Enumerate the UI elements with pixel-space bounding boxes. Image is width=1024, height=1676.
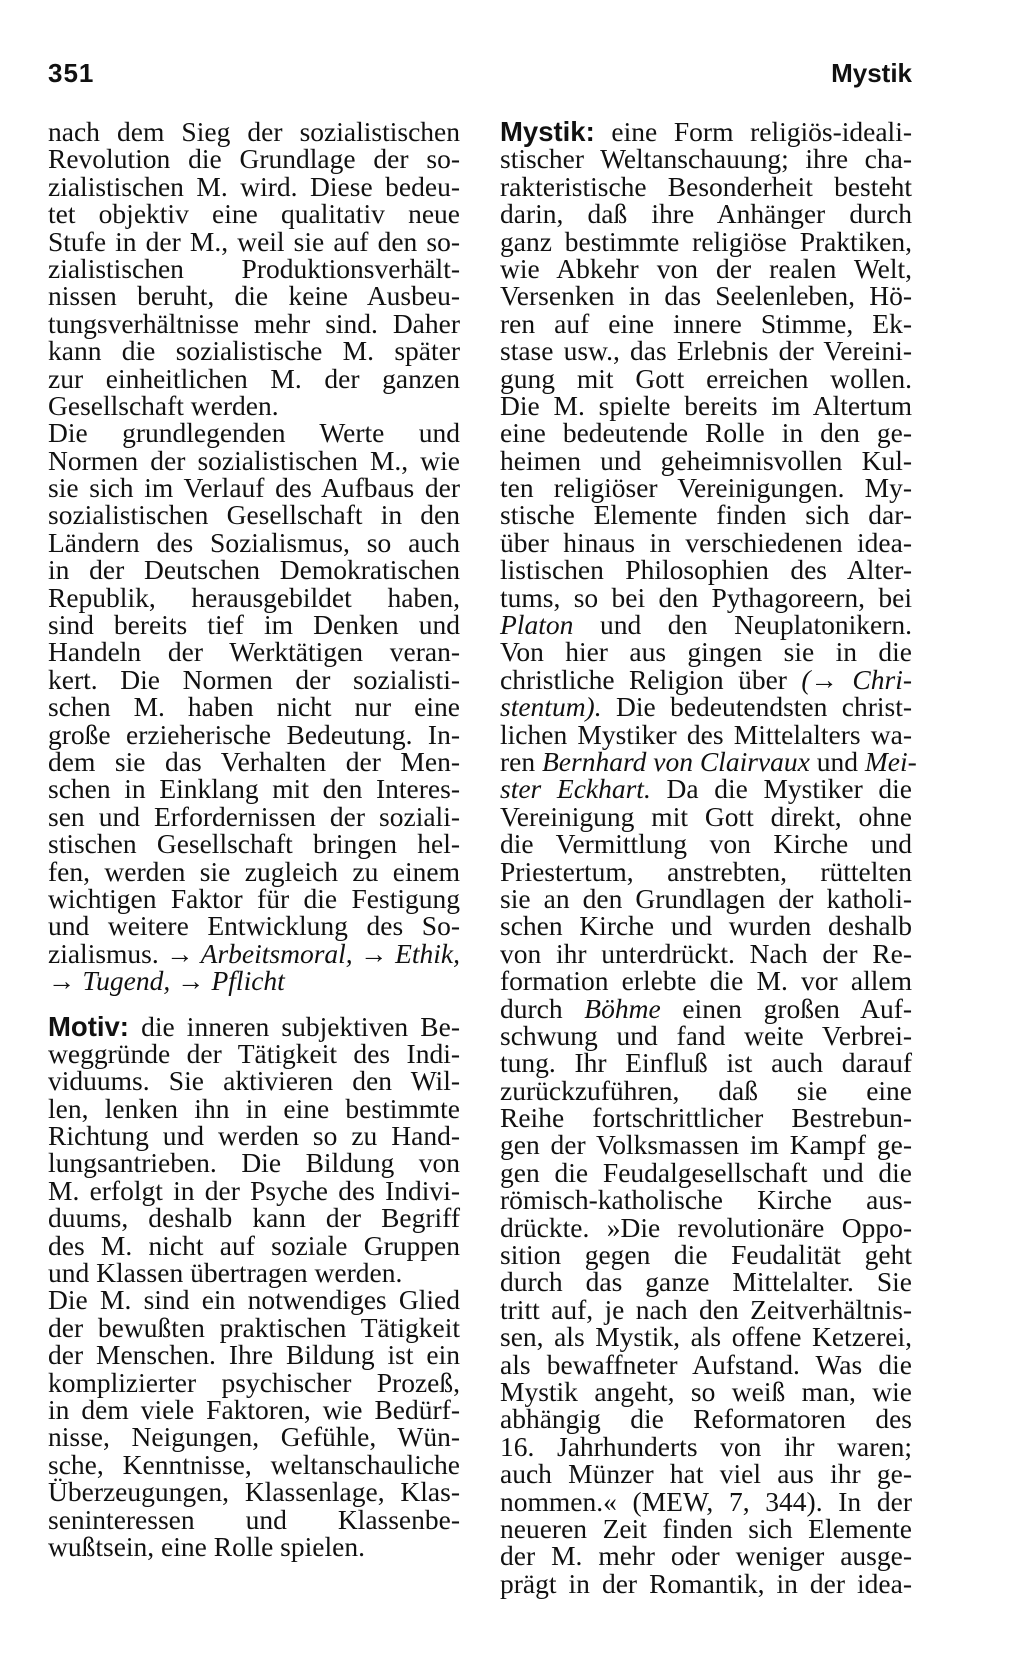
cross-reference-line bbox=[48, 965, 460, 997]
text-line: Versenken in das Seelenleben, Hö- bbox=[500, 280, 912, 312]
text-line: Gesellschaft werden. bbox=[48, 389, 279, 421]
text-line: seninteressen und Klassenbe- bbox=[48, 1503, 460, 1535]
text-line: dem sie das Verhalten der Men- bbox=[48, 745, 460, 777]
text-line: darin, daß ihre Anhänger durch bbox=[500, 198, 912, 230]
text-line: als bewaffneter Aufstand. Was die bbox=[500, 1348, 912, 1380]
text-line: gen die Feudalgesellschaft und die bbox=[500, 1156, 912, 1188]
text-fragment: durch bbox=[500, 992, 563, 1024]
text-line: sozialistischen Gesellschaft in den bbox=[48, 499, 460, 531]
text-fragment: und bbox=[816, 745, 858, 777]
cross-reference-boehme[interactable]: Böhme bbox=[584, 992, 661, 1024]
text-line: eine bedeutende Rolle in den ge- bbox=[500, 417, 912, 449]
text-fragment: und den Neuplatonikern. bbox=[599, 609, 913, 641]
text-line: Die M. spielte bereits im Altertum bbox=[500, 389, 912, 421]
text-fragment: christliche Religion über bbox=[500, 663, 787, 695]
text-line: tungsverhältnisse mehr sind. Daher bbox=[48, 307, 460, 339]
text-line: rakteristische Besonderheit besteht bbox=[500, 170, 912, 202]
text-fragment: die inneren subjektiven Be- bbox=[141, 1010, 461, 1042]
text-line: kert. Die Normen der sozialisti- bbox=[48, 663, 460, 695]
cross-reference-christentum[interactable]: (→ Chri- bbox=[801, 663, 912, 695]
headword-motiv: Motiv: bbox=[48, 1010, 129, 1042]
text-line: wichtigen Faktor für die Festigung bbox=[48, 882, 460, 914]
platon-line bbox=[500, 609, 913, 641]
text-line: drückte. »Die revolutionäre Oppo- bbox=[500, 1211, 912, 1243]
text-line: heimen und geheimnisvollen Kul- bbox=[500, 444, 912, 476]
text-line: sche, Kenntnisse, weltanschauliche bbox=[48, 1448, 460, 1480]
text-line: Ländern des Sozialismus, so auch bbox=[48, 526, 460, 558]
boehme-line bbox=[500, 992, 913, 1024]
text-line: Die grundlegenden Werte und bbox=[48, 417, 460, 449]
text-line: prägt in der Romantik, in der idea- bbox=[500, 1567, 912, 1599]
text-line: große erzieherische Bedeutung. In- bbox=[48, 718, 460, 750]
text-line: nommen.« (MEW, 7, 344). In der bbox=[500, 1485, 912, 1517]
text-line: Republik, herausgebildet haben, bbox=[48, 581, 460, 613]
text-line: sind bereits tief im Denken und bbox=[48, 609, 460, 641]
text-line: gung mit Gott erreichen wollen. bbox=[500, 362, 912, 394]
text-line: Vereinigung mit Gott direkt, ohne bbox=[500, 800, 912, 832]
cross-reference-eckhart-end[interactable]: ster Eckhart. bbox=[500, 773, 651, 805]
text-line: tet objektiv eine qualitativ neue bbox=[48, 198, 460, 230]
left-column bbox=[48, 118, 460, 1560]
text-line: sie sich im Verlauf des Aufbaus der bbox=[48, 472, 460, 504]
text-line: wie Abkehr von der realen Welt, bbox=[500, 252, 912, 284]
text-line: Überzeugungen, Klassenlage, Klas- bbox=[48, 1476, 460, 1508]
cross-reference-bernhard[interactable]: Bernhard von Clairvaux bbox=[542, 745, 810, 777]
text-line: formation erlebte die M. vor allem bbox=[500, 965, 912, 997]
text-fragment: ren bbox=[500, 745, 536, 777]
text-fragment: Da die Mystiker die bbox=[666, 773, 912, 805]
text-line: stische Elemente finden sich dar- bbox=[500, 499, 912, 531]
text-line: duums, deshalb kann der Begriff bbox=[48, 1202, 460, 1234]
cross-reference-arbeitsmoral[interactable]: → Arbeitsmoral, bbox=[166, 937, 353, 969]
text-line: lichen Mystiker des Mittelalters wa- bbox=[500, 718, 912, 750]
text-line: Normen der sozialistischen M., wie bbox=[48, 444, 460, 476]
moral-entry-continuation bbox=[48, 118, 460, 995]
text-line: schwung und fand weite Verbrei- bbox=[500, 1019, 912, 1051]
text-line: sition gegen die Feudalität geht bbox=[500, 1239, 912, 1271]
text-line: gen der Volksmassen im Kampf ge- bbox=[500, 1129, 912, 1161]
text-line: nissen beruht, die keine Ausbeu- bbox=[48, 280, 460, 312]
page-header bbox=[48, 58, 912, 98]
text-line: len, lenken ihn in eine bestimmte bbox=[48, 1092, 460, 1124]
text-line: die Vermittlung von Kirche und bbox=[500, 828, 912, 860]
text-line: viduums. Sie aktivieren den Wil- bbox=[48, 1065, 460, 1097]
text-fragment: zialismus. bbox=[48, 937, 159, 969]
text-line: stischen Gesellschaft bringen hel- bbox=[48, 828, 460, 860]
text-line: M. erfolgt in der Psyche des Indivi- bbox=[48, 1174, 460, 1206]
text-fragment: eine Form religiös-ideali- bbox=[611, 116, 912, 147]
text-line: Mystik angeht, so weiß man, wie bbox=[500, 1375, 912, 1407]
cross-reference-tugend[interactable]: → Tugend, bbox=[48, 965, 171, 997]
text-line: und weitere Entwicklung des So- bbox=[48, 910, 460, 942]
text-line: römisch-katholische Kirche aus- bbox=[500, 1184, 912, 1216]
text-line: zialistischen Produktionsverhält- bbox=[48, 252, 460, 284]
text-line: sen, als Mystik, als offene Ketzerei, bbox=[500, 1321, 912, 1353]
cross-reference-platon[interactable]: Platon bbox=[500, 609, 574, 641]
text-line: Richtung und werden so zu Hand- bbox=[48, 1120, 460, 1152]
motiv-entry bbox=[48, 1010, 461, 1562]
bernhard-line bbox=[500, 745, 917, 777]
text-line: auch Münzer hat viel aus ihr ge- bbox=[500, 1458, 912, 1490]
cross-reference-pflicht[interactable]: → Pflicht bbox=[177, 965, 285, 997]
text-fragment: einen großen Auf- bbox=[682, 992, 913, 1024]
text-line: Handeln der Werktätigen veran- bbox=[48, 636, 460, 668]
text-line: nach dem Sieg der sozialistischen bbox=[48, 116, 460, 147]
text-line: der M. mehr oder weniger ausge- bbox=[500, 1540, 912, 1572]
christentum-line-2 bbox=[500, 691, 913, 723]
text-fragment: Die bedeutendsten christ- bbox=[615, 691, 913, 723]
text-line: listischen Philosophien des Alter- bbox=[500, 554, 912, 586]
text-line: komplizierter psychischer Prozeß, bbox=[48, 1366, 460, 1398]
text-line: fen, werden sie zugleich zu einem bbox=[48, 855, 460, 887]
text-line: Revolution die Grundlage der so- bbox=[48, 143, 460, 175]
text-line: Von hier aus gingen sie in die bbox=[500, 636, 912, 668]
text-line: abhängig die Reformatoren des bbox=[500, 1403, 912, 1435]
text-line: 16. Jahrhunderts von ihr waren; bbox=[500, 1430, 912, 1462]
text-line: Stufe in der M., weil sie auf den so- bbox=[48, 225, 460, 257]
text-line: zur einheitlichen M. der ganzen bbox=[48, 362, 460, 394]
text-line: in dem viele Faktoren, wie Bedürf- bbox=[48, 1393, 460, 1425]
running-head: Mystik bbox=[831, 58, 912, 88]
text-line: Die M. sind ein notwendiges Glied bbox=[48, 1284, 460, 1316]
text-line: Reihe fortschrittlicher Bestrebun- bbox=[500, 1102, 912, 1134]
text-line: lungsantrieben. Die Bildung von bbox=[48, 1147, 460, 1179]
headword-mystik: Mystik: bbox=[500, 116, 595, 147]
text-line: neueren Zeit finden sich Elemente bbox=[500, 1512, 912, 1544]
text-line: schen in Einklang mit den Interes- bbox=[48, 773, 460, 805]
text-line: tums, so bei den Pythagoreern, bei bbox=[500, 581, 912, 613]
text-line: in der Deutschen Demokratischen bbox=[48, 554, 460, 586]
text-line: und Klassen übertragen werden. bbox=[48, 1257, 403, 1289]
mystik-entry bbox=[500, 116, 917, 1599]
text-line: zurückzuführen, daß sie eine bbox=[500, 1074, 912, 1106]
cross-reference-eckhart[interactable]: Mei- bbox=[864, 745, 917, 777]
text-line: durch das ganze Mittelalter. Sie bbox=[500, 1266, 912, 1298]
text-line: sen und Erfordernissen der soziali- bbox=[48, 800, 460, 832]
text-line: stase usw., das Erlebnis der Vereini- bbox=[500, 335, 912, 367]
entry-first-line bbox=[48, 1010, 461, 1042]
text-line: von ihr unterdrückt. Nach der Re- bbox=[500, 937, 912, 969]
text-line: über hinaus in verschiedenen idea- bbox=[500, 526, 912, 558]
text-line: des M. nicht auf soziale Gruppen bbox=[48, 1229, 460, 1261]
text-line: weggründe der Tätigkeit des Indi- bbox=[48, 1037, 460, 1069]
cross-reference-ethik[interactable]: → Ethik, bbox=[360, 937, 460, 969]
christentum-line bbox=[500, 663, 912, 695]
text-line: kann die sozialistische M. später bbox=[48, 335, 460, 367]
text-line: schen Kirche und wurden deshalb bbox=[500, 910, 912, 942]
text-line: nisse, Neigungen, Gefühle, Wün- bbox=[48, 1421, 460, 1453]
right-column bbox=[500, 116, 917, 1599]
text-line: der bewußten praktischen Tätigkeit bbox=[48, 1311, 460, 1343]
cross-reference-christentum-end[interactable]: stentum). bbox=[500, 691, 602, 723]
page-number: 351 bbox=[48, 58, 95, 88]
text-line: wußtsein, eine Rolle spielen. bbox=[48, 1530, 365, 1562]
text-line: tung. Ihr Einfluß ist auch darauf bbox=[500, 1047, 912, 1079]
cross-reference-line bbox=[48, 937, 460, 969]
text-line: sie an den Grundlagen der katholi- bbox=[500, 882, 912, 914]
text-line: ganz bestimmte religiöse Praktiken, bbox=[500, 225, 912, 257]
entry-first-line bbox=[500, 118, 912, 145]
text-line: Priestertum, anstrebten, rüttelten bbox=[500, 855, 912, 887]
text-line: ten religiöser Vereinigungen. My- bbox=[500, 472, 912, 504]
text-line: stischer Weltanschauung; ihre cha- bbox=[500, 143, 912, 175]
text-line: zialistischen M. wird. Diese bedeu- bbox=[48, 170, 460, 202]
eckhart-line bbox=[500, 773, 912, 805]
text-line: tritt auf, je nach den Zeitverhältnis- bbox=[500, 1293, 912, 1325]
text-line: schen M. haben nicht nur eine bbox=[48, 691, 460, 723]
text-line: der Menschen. Ihre Bildung ist ein bbox=[48, 1339, 460, 1371]
text-line: ren auf eine innere Stimme, Ek- bbox=[500, 307, 912, 339]
